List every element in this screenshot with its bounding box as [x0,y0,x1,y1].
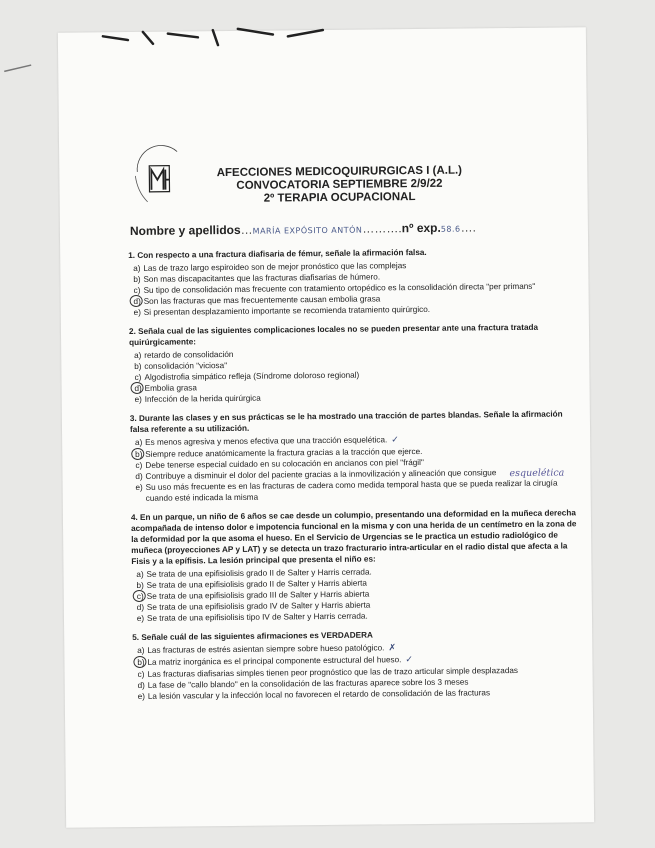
option-c: c) Algodistrofia simpático refleja (Síndrome doloroso regional) [134,370,360,383]
exam-title: AFECCIONES MEDICOQUIRURGICAS I (A.L.) [216,164,463,180]
option-b: b) La matriz inorgánica es el principal componente estructural del hueso. ✓ [132,652,582,669]
question-title: 4. En un parque, un niño de 6 años se cae desde un columpio, presentando una deformidad en la muñeca derecha acompañada de intenso dolor e impotencia funcional en la misma y con una herida de un centímetro en la zona de la deformidad por la que asoma el hueso. En el Servicio de Urgencias se le practica un estudio radiológico de muñeca (proyecciones AP y LAT) y se detecta un trazo fracturario intra-articular en el radio distal que afecta a la Fisis y a la epífisis. La lesión principal que presenta el niño es: [130,508,577,567]
question-title: 1. Con respecto a una fractura diafisaria de fémur, señale la afirmación falsa. [128,247,427,261]
option-e: e) Si presentan desplazamiento importante se recomienda tratamiento quirúrgico. [133,304,431,318]
option-c: c) Debe tenerse especial cuidado en su colocación en ancianos con piel "frágil" [135,457,424,470]
questions [128,245,583,710]
circled-answer: d) [131,296,144,307]
handwritten-name: MARÍA EXPÓSITO ANTÓN [252,225,363,236]
option-d: d) Son las fracturas que mas frecuentemente causan embolia grasa [129,291,579,307]
university-logo [129,131,186,214]
circled-answer: b) [134,657,147,668]
option-b: b) Siempre reduce anatómicamente la fractura gracias a la tracción que ejerce. [130,444,580,460]
name-label: Nombre y apellidos [129,222,241,239]
name-row: Nombre y apellidos…MARÍA EXPÓSITO ANTÓN……….nº exp.58.6…. [129,220,477,239]
question-title: 3. Durante las clases y en sus prácticas se le ha mostrado una tracción de partes blandas. Señale la afirmación falsa referente a su utilización. [129,409,563,435]
option-e: e) Infección de la herida quirúrgica [134,393,261,405]
question-1 [128,245,579,318]
scribble-marks [98,24,328,56]
question-5 [132,627,583,702]
option-d: d) Se trata de una epifisiolisis grado IV de Salter y Harris abierta [136,600,371,612]
pen-stroke [3,63,33,73]
exam-header [189,164,489,206]
question-title: 5. Señale cuál de las siguientes afirmaciones es VERDADERA [132,630,373,643]
option-c: c) Su tipo de consolidación mas frecuente con tratamiento ortopédico es la consolidación directa "per primans" [133,281,536,296]
exam-sheet [58,27,594,827]
option-a: a) retardo de consolidación [134,349,234,361]
circled-answer: c) [134,591,147,602]
option-d: d) Embolia grasa [130,378,580,394]
check-mark: ✓ [391,435,399,446]
option-e: e) Su uso más frecuente es en las fracturas de cadera como medida temporal hasta que se pueda realizar la cirugía cuando esté indicada la misma [135,478,558,503]
circled-answer: d) [132,383,145,394]
option-b: b) consolidación "viciosa" [134,361,228,372]
option-c: c) Se trata de una epifisiolisis grado III de Salter y Harris abierta [132,586,582,602]
option-e: e) Se trata de una epifisiolisis tipo IV de Salter y Harris cerrada. [136,611,368,623]
option-d: d) Contribuye a disminuir el dolor del paciente gracias a la inmovilización y alineación que consigue [135,468,497,481]
option-a: a) Se trata de una epifisiolisis grado II de Salter y Harris cerrada. [136,567,372,579]
option-a: a) Es menos agresiva y menos efectiva que una tracción esquelética. ✓ [134,435,399,448]
question-2 [129,321,580,405]
question-4 [131,507,582,624]
margin-note: esquelética [509,467,565,480]
exam-convocatoria: CONVOCATORIA SEPTIEMBRE 2/9/22 [236,177,443,192]
option-b: b) Se trata de una epifisiolisis grado II de Salter y Harris abierta [136,578,367,590]
option-a: a) Las fracturas de estrés asientan siempre sobre hueso patológico. ✗ [137,643,397,655]
circled-answer: b) [132,449,145,460]
option-a: a) Las de trazo largo espiroideo son de mejor pronóstico que las complejas [133,261,407,274]
option-c: c) Las fracturas diafisarias simples tienen peor prognóstico que las de trazo articular simple desplazadas [137,666,519,679]
cross-mark: ✗ [388,643,397,654]
handwritten-exp: 58.6 [440,224,461,234]
option-e: e) La lesión vascular y la infección local no favorecen el retardo de consolidación de las fracturas [137,688,491,701]
exam-course: 2º TERAPIA OCUPACIONAL [263,191,416,205]
question-title: 2. Señala cual de las siguientes complicaciones locales no se pueden presentar ante una fractura tratada quirúrgicamente: [128,322,539,348]
exp-label: nº exp. [401,220,441,236]
check-mark: ✓ [405,655,413,666]
option-d: d) La fase de "callo blando" en la consolidación de las fracturas aparece sobre los 3 meses [137,677,469,690]
question-3 [130,408,581,504]
option-b: b) Son mas discapacitantes que las fracturas diafisarias de húmero. [133,272,381,285]
